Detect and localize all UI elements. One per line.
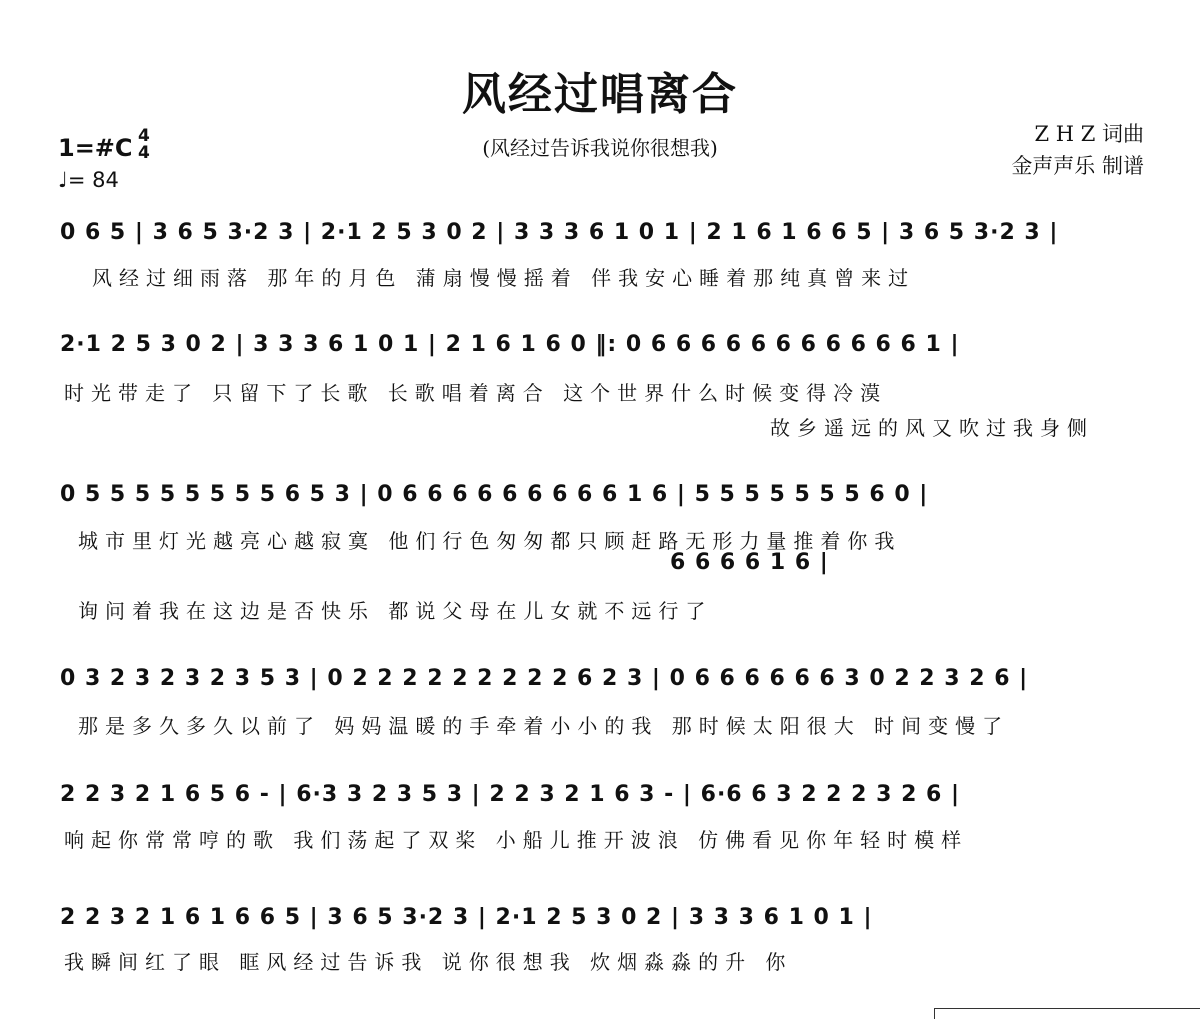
tempo-marking: ♩= 84 [58, 168, 119, 192]
score-line-3-lyrics-verse-2: 询问着我在这边是否快乐 都说父母在儿女就不远行了 [78, 599, 713, 623]
time-signature-bottom: 4 [138, 143, 150, 163]
score-line-6-lyrics: 我瞬间红了眼 眶风经过告诉我 说你很想我 炊烟淼淼的升 你 [64, 950, 793, 974]
score-line-5-notes: 2 2 3 2 1 6 5 6 - | 6·3 3 2 3 5 3 | 2 2 3 2 1 6 3 - | 6·6 6 3 2 2 2 3 2 6 | [60, 782, 961, 807]
song-subtitle: (风经过告诉我说你很想我) [482, 136, 718, 160]
score-line-3-lyrics-verse-1: 城市里灯光越亮心越寂寞 他们行色匆匆都只顾赶路无形力量推着你我 [78, 529, 902, 553]
score-line-1-notes: 0 6 5 | 3 6 5 3·2 3 | 2·1 2 5 3 0 2 | 3 3 3 6 1 0 1 | 2 1 6 1 6 6 5 | 3 6 5 3·2 3 | [60, 220, 1059, 245]
time-signature-top: 4 [138, 126, 150, 146]
score-line-4-notes: 0 3 2 3 2 3 2 3 5 3 | 0 2 2 2 2 2 2 2 2 2 6 2 3 | 0 6 6 6 6 6 6 3 0 2 2 3 2 6 | [60, 666, 1029, 691]
score-line-5-lyrics: 响起你常常哼的歌 我们荡起了双桨 小船儿推开波浪 仿佛看见你年轻时模样 [64, 828, 969, 852]
page-corner-box [934, 1008, 1200, 1019]
score-line-3-notes: 0 5 5 5 5 5 5 5 5 6 5 3 | 0 6 6 6 6 6 6 6 6 6 1 6 | 5 5 5 5 5 5 5 6 0 | [60, 482, 929, 507]
arranger-credit: 金声声乐 制谱 [1011, 154, 1144, 178]
score-line-6-notes: 2 2 3 2 1 6 1 6 6 5 | 3 6 5 3·2 3 | 2·1 2 5 3 0 2 | 3 3 3 6 1 0 1 | [60, 905, 873, 930]
song-title: 风经过唱离合 [462, 69, 738, 120]
key-signature: 1=#C [58, 134, 133, 162]
score-line-2-notes: 2·1 2 5 3 0 2 | 3 3 3 6 1 0 1 | 2 1 6 1 6 0 ‖: 0 6 6 6 6 6 6 6 6 6 6 6 1 | [60, 332, 960, 357]
time-signature [138, 128, 150, 162]
score-line-2-lyrics-verse-2: 故乡遥远的风又吹过我身侧 [770, 416, 1094, 440]
composer-credit: Z H Z 词曲 [1034, 122, 1144, 146]
score-line-4-lyrics: 那是多久多久以前了 妈妈温暖的手牵着小小的我 那时候太阳很大 时间变慢了 [78, 714, 1010, 738]
score-line-1-lyrics: 风经过细雨落 那年的月色 蒲扇慢慢摇着 伴我安心睡着那纯真曾来过 [92, 266, 916, 290]
score-line-3-alternate-notes: 6 6 6 6 1 6 | [670, 550, 829, 575]
score-line-2-lyrics-verse-1: 时光带走了 只留下了长歌 长歌唱着离合 这个世界什么时候变得冷漠 [64, 381, 888, 405]
